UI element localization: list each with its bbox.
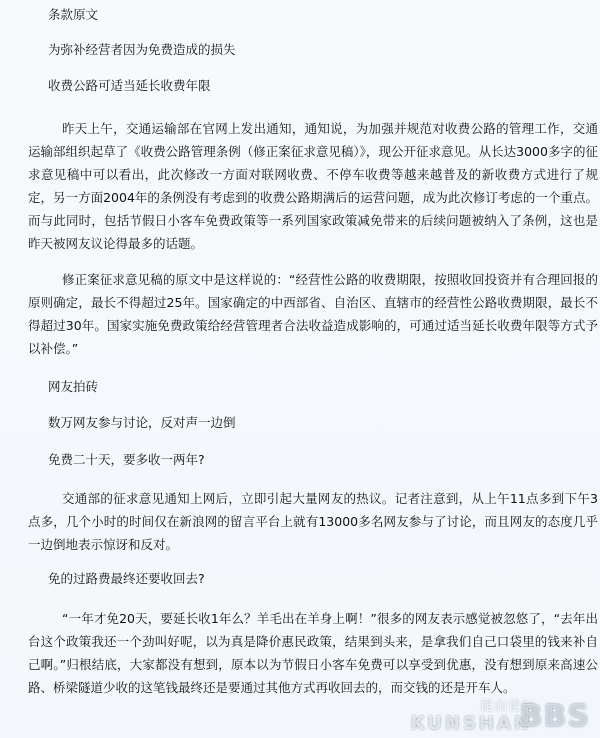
watermark-cn: 昆山论坛 [479,699,536,714]
paragraph-announcement: 昨天上午，交通运输部在官网上发出通知，通知说，为加强并规范对收费公路的管理工作，交通运输部组织起草了《收费公路管理条例（修正案征求意见稿）》，现公开征求意见。从长达3000多字的征求意见稿中可以看出，此次修改一方面对联网收费、不停车收费等越来越普及的新收费方式进行了规定，另一方面2004年的条例没有考虑到的收费公路期满后的运营问题，成为此次修订考虑的一个重点。而与此同时，包括节假日小客车免费政策等一系列国家政策减免带来的后续问题被纳入了条例，这也是昨天被网友议论得最多的话题。 [28,121,598,251]
subtitle-twenty-days: 免费二十天，要多收一两年? [48,452,205,467]
paragraph-netizen-quotes: “一年才免20天，要延长收1年么？羊毛出在羊身上啊！”很多的网友表示感觉被忽悠了，“去年出台这个政策我还一个劲叫好呢，以为真是降价惠民政策，结果到头来，是拿我们自己口袋里的钱来补自己啊。”归根结底，大家都没有想到，原本以为节假日小客车免费可以享受到优惠，没有想到原来高速公路、桥梁隧道少收的这笔钱最终还是要通过其他方式再收回去的，而交钱的还是开车人。 [28,611,598,695]
subtitle-compensation: 为弥补经营者因为免费造成的损失 [48,42,236,57]
section-title-original-text: 条款原文 [48,7,99,22]
paragraph-original-clause: 修正案征求意见稿的原文中是这样说的：“经营性公路的收费期限，按照收回投资并有合理回报的原则确定，最长不得超过25年。国家确定的中西部省、自治区、直辖市的经营性公路收费期限，最长不得超过30年。国家实施免费政策给经营管理者合法收益造成影响的，可通过适当延长收费年限等方式予以补偿。” [28,272,598,356]
forum-watermark [394,696,594,736]
paragraph-netizen-reaction: 交通部的征求意见通知上网后，立即引起大量网友的热议。记者注意到，从上午11点多到下午3点多，几个小时的时间仅在新浪网的留言平台上就有13000多名网友参与了讨论，而且网友的态度几乎一边倒地表示惊讶和反对。 [28,491,598,552]
watermark-bbs: BBS [519,699,590,734]
subtitle-fees-collected-back: 免的过路费最终还要收回去? [48,571,205,586]
subtitle-opposition: 数万网友参与讨论，反对声一边倒 [48,415,236,430]
section-title-netizens: 网友拍砖 [48,379,99,394]
subtitle-extend-toll-period: 收费公路可适当延长收费年限 [48,78,211,93]
watermark-en: KUNSHAN [410,713,532,734]
